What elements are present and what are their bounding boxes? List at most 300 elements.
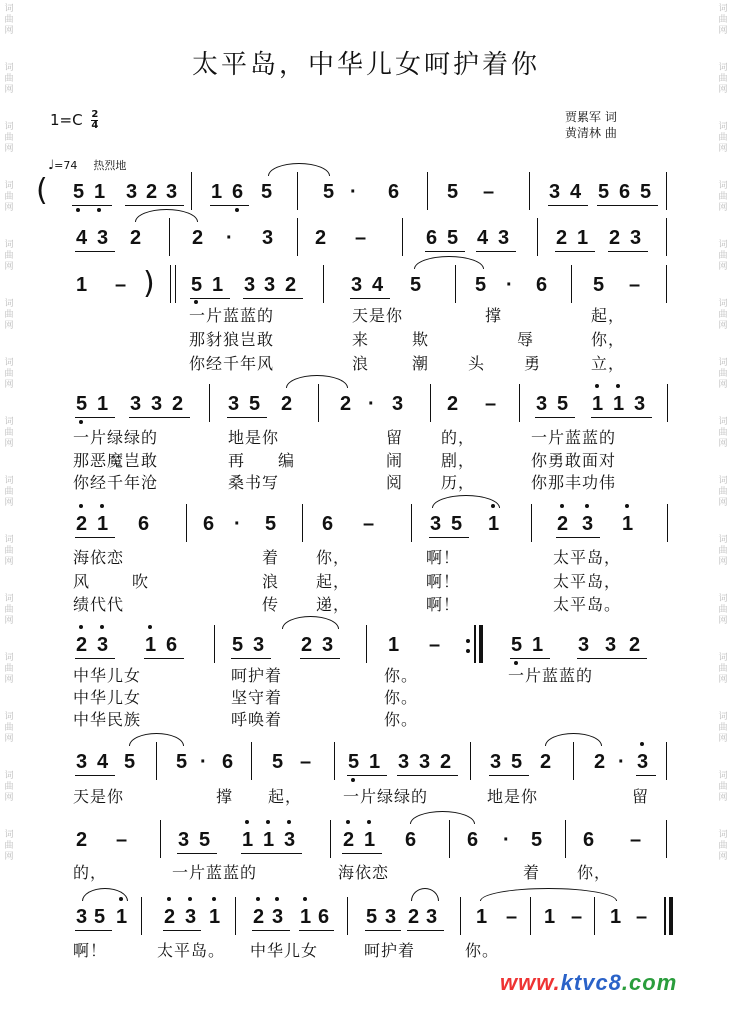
underline-beam xyxy=(429,537,469,538)
tempo-marking xyxy=(48,157,126,173)
lyric-text: 浪 xyxy=(352,354,370,373)
underline-beam xyxy=(299,930,334,931)
note: – xyxy=(363,513,375,535)
lyric-text: 呼唤着 xyxy=(231,710,283,729)
watermark-char: 词 xyxy=(718,63,728,73)
watermark-char: 网 xyxy=(4,262,14,272)
barline xyxy=(214,625,215,663)
note: 3 xyxy=(244,274,256,296)
note: 3 xyxy=(76,906,88,928)
staff-row xyxy=(0,750,732,784)
note: 1 xyxy=(369,751,381,773)
note: 3 xyxy=(578,634,590,656)
barline xyxy=(302,504,303,542)
barline xyxy=(537,218,538,256)
note: 2 xyxy=(164,906,176,928)
lyric-text: 你。 xyxy=(384,666,419,685)
watermark-char: 网 xyxy=(718,321,728,331)
lyric-text: 阅 xyxy=(386,473,404,492)
watermark-char: 词 xyxy=(4,240,14,250)
underline-beam xyxy=(177,853,217,854)
lyric-text: 你那丰功伟 xyxy=(531,473,617,492)
note: – xyxy=(429,634,441,656)
note: 5 xyxy=(265,513,277,535)
barline xyxy=(666,820,667,858)
lyric-line xyxy=(0,685,732,707)
note: · xyxy=(200,751,207,773)
lyric-text: 太平岛。 xyxy=(157,941,226,960)
underline-beam xyxy=(365,930,401,931)
watermark-char: 词 xyxy=(4,358,14,368)
octave-dot-high xyxy=(625,504,629,508)
lyric-line xyxy=(0,663,732,685)
barline xyxy=(449,820,450,858)
note: 3 xyxy=(322,634,334,656)
watermark-char: 网 xyxy=(718,262,728,272)
note: 1 xyxy=(211,181,223,203)
watermark-char: 曲 xyxy=(718,782,728,792)
watermark-char: 词 xyxy=(4,181,14,191)
note: 4 xyxy=(97,751,109,773)
octave-dot-low xyxy=(79,420,83,424)
underline-beam xyxy=(577,658,647,659)
barline xyxy=(297,172,298,210)
octave-dot-high xyxy=(119,897,123,901)
note: 3 xyxy=(582,513,594,535)
note: 5 xyxy=(76,393,88,415)
underline-beam xyxy=(75,775,115,776)
lyric-text: 剧， xyxy=(441,451,476,470)
lyric-text: 太平岛， xyxy=(553,572,622,591)
watermark-char: 词 xyxy=(4,417,14,427)
note: 3 xyxy=(398,751,410,773)
staff-row xyxy=(0,512,732,546)
lyric-text: 撑 xyxy=(485,306,503,325)
watermark-char: 曲 xyxy=(4,841,14,851)
note: 5 xyxy=(323,181,335,203)
note: – xyxy=(506,906,518,928)
watermark-char: 曲 xyxy=(718,15,728,25)
underline-beam xyxy=(555,251,595,252)
octave-dot-high xyxy=(266,820,270,824)
repeat-dot xyxy=(466,639,470,643)
note: 1 xyxy=(622,513,634,535)
octave-dot-high xyxy=(303,897,307,901)
watermark-char: 曲 xyxy=(4,664,14,674)
note: 3 xyxy=(637,751,649,773)
lyric-text: 吹 xyxy=(132,572,150,591)
watermark-char: 网 xyxy=(718,439,728,449)
barline xyxy=(334,742,335,780)
octave-dot-high xyxy=(167,897,171,901)
lyric-text: 你。 xyxy=(384,710,419,729)
watermark-char: 词 xyxy=(4,712,14,722)
lyric-text: 中华儿女 xyxy=(250,941,319,960)
watermark-char: 曲 xyxy=(4,192,14,202)
note: 2 xyxy=(609,227,621,249)
note: 2 xyxy=(301,634,313,656)
watermark-group xyxy=(718,4,727,37)
lyric-text: 辱 xyxy=(517,330,535,349)
watermark-char: 网 xyxy=(718,380,728,390)
watermark-char: 词 xyxy=(718,4,728,14)
tie-arc xyxy=(286,375,348,388)
note: 3 xyxy=(392,393,404,415)
logo-part-name: ktvc8 xyxy=(560,970,622,995)
watermark-char: 网 xyxy=(4,380,14,390)
note: 2 xyxy=(253,906,265,928)
watermark-char: 曲 xyxy=(4,723,14,733)
underline-beam xyxy=(350,298,390,299)
note: 2 xyxy=(408,906,420,928)
lyric-text: 你， xyxy=(577,863,612,882)
note: – xyxy=(485,393,497,415)
underline-beam xyxy=(347,775,387,776)
underline-beam xyxy=(342,853,382,854)
note: 3 xyxy=(262,227,274,249)
octave-dot-high xyxy=(148,625,152,629)
note: 5 xyxy=(366,906,378,928)
note: 6 xyxy=(166,634,178,656)
note: 3 xyxy=(97,634,109,656)
note: 6 xyxy=(318,906,330,928)
watermark-char: 网 xyxy=(718,144,728,154)
lyric-line xyxy=(0,938,732,960)
note: 3 xyxy=(166,181,178,203)
watermark-char: 曲 xyxy=(4,546,14,556)
note: 1 xyxy=(97,513,109,535)
lyric-text: 一片蓝蓝的 xyxy=(172,863,258,882)
lyric-text: 海依恋 xyxy=(73,548,125,567)
lyric-text: 你经千年风 xyxy=(189,354,275,373)
watermark-char: 词 xyxy=(4,299,14,309)
underline-beam xyxy=(210,205,249,206)
watermark-char: 曲 xyxy=(4,15,14,25)
tie-arc xyxy=(432,495,500,508)
note: 6 xyxy=(405,829,417,851)
lyric-text: 你， xyxy=(591,330,626,349)
watermark-char: 词 xyxy=(718,240,728,250)
lyric-text: 你勇敢面对 xyxy=(531,451,617,470)
lyric-text: 啊！ xyxy=(73,941,108,960)
lyric-line xyxy=(0,569,732,591)
note: 1 xyxy=(488,513,500,535)
note: · xyxy=(368,393,375,415)
lyric-text: 呵护着 xyxy=(364,941,416,960)
note: 5 xyxy=(191,274,203,296)
lyric-text: 啊！ xyxy=(426,548,461,567)
octave-dot-high xyxy=(560,504,564,508)
barline xyxy=(156,742,157,780)
watermark-char: 曲 xyxy=(718,841,728,851)
note: 6 xyxy=(536,274,548,296)
octave-dot-low xyxy=(76,208,80,212)
barline xyxy=(175,265,176,303)
staff-row xyxy=(0,266,732,307)
note: 5 xyxy=(640,181,652,203)
note: 5 xyxy=(348,751,360,773)
note: 3 xyxy=(151,393,163,415)
lyric-line xyxy=(0,860,732,882)
note: – xyxy=(629,274,641,296)
note: 5 xyxy=(598,181,610,203)
octave-dot-high xyxy=(256,897,260,901)
watermark-char: 网 xyxy=(718,852,728,862)
barline xyxy=(666,172,667,210)
note: 2 xyxy=(315,227,327,249)
barline xyxy=(209,384,210,422)
note: 5 xyxy=(447,181,459,203)
note: 1 xyxy=(145,634,157,656)
note: 2 xyxy=(343,829,355,851)
lyric-line xyxy=(0,470,732,492)
key-signature xyxy=(50,110,98,131)
note: 5 xyxy=(249,393,261,415)
note: 5 xyxy=(176,751,188,773)
underline-beam xyxy=(597,205,658,206)
watermark-char: 曲 xyxy=(718,251,728,261)
watermark-char: 网 xyxy=(4,26,14,36)
tempo-bpm: =74 xyxy=(54,159,78,172)
note: 3 xyxy=(430,513,442,535)
note: 6 xyxy=(138,513,150,535)
watermark-char: 词 xyxy=(718,712,728,722)
watermark-char: 词 xyxy=(4,476,14,486)
note: 3 xyxy=(185,906,197,928)
watermark-char: 网 xyxy=(718,675,728,685)
watermark-char: 词 xyxy=(718,417,728,427)
lyric-text: 那豺狼岂敢 xyxy=(189,330,275,349)
note: 3 xyxy=(419,751,431,773)
watermark-char: 网 xyxy=(718,793,728,803)
note: 1 xyxy=(94,181,106,203)
lyric-text: 中华民族 xyxy=(73,710,142,729)
underline-beam xyxy=(476,251,516,252)
note: 2 xyxy=(76,829,88,851)
note: 1 xyxy=(300,906,312,928)
octave-dot-high xyxy=(245,820,249,824)
octave-dot-high xyxy=(100,504,104,508)
barline xyxy=(666,218,667,256)
lyric-text: 起， xyxy=(268,787,303,806)
lyric-text: 太平岛， xyxy=(553,548,622,567)
note: 5 xyxy=(511,751,523,773)
watermark-group xyxy=(4,122,13,155)
octave-dot-high xyxy=(79,504,83,508)
watermark-char: 网 xyxy=(4,793,14,803)
note: 1 xyxy=(610,906,622,928)
note: 6 xyxy=(322,513,334,535)
note: · xyxy=(234,513,241,535)
lyric-text: 啊！ xyxy=(426,595,461,614)
watermark-char: 网 xyxy=(4,675,14,685)
note: 1 xyxy=(97,393,109,415)
lyric-text: 坚守着 xyxy=(231,688,283,707)
octave-dot-high xyxy=(640,742,644,746)
lyric-text: 你。 xyxy=(465,941,500,960)
watermark-group xyxy=(718,122,727,155)
watermark-char: 曲 xyxy=(718,546,728,556)
note: 6 xyxy=(467,829,479,851)
note: 3 xyxy=(272,906,284,928)
note: 3 xyxy=(426,906,438,928)
watermark-char: 曲 xyxy=(4,133,14,143)
barline xyxy=(411,504,412,542)
note: 4 xyxy=(372,274,384,296)
octave-dot-low xyxy=(351,778,355,782)
note: 3 xyxy=(385,906,397,928)
repeat-barline xyxy=(474,625,483,663)
underline-beam xyxy=(75,930,112,931)
note: – xyxy=(115,274,127,296)
note: 2 xyxy=(556,227,568,249)
staff-row xyxy=(0,828,732,862)
watermark-char: 曲 xyxy=(4,310,14,320)
lyric-line xyxy=(0,448,732,470)
lyric-text: 那恶魔岂敢 xyxy=(73,451,159,470)
watermark-char: 曲 xyxy=(4,487,14,497)
note: 2 xyxy=(557,513,569,535)
note: – xyxy=(630,829,642,851)
octave-dot-low xyxy=(97,208,101,212)
lyric-text: 地是你 xyxy=(228,428,280,447)
watermark-char: 曲 xyxy=(4,74,14,84)
lyric-line xyxy=(0,303,732,325)
underline-beam xyxy=(72,205,112,206)
note: · xyxy=(618,751,625,773)
note: · xyxy=(226,227,233,249)
note: 1 xyxy=(544,906,556,928)
watermark-char: 词 xyxy=(4,122,14,132)
barline xyxy=(573,742,574,780)
lyric-text: 中华儿女 xyxy=(73,688,142,707)
note: 6 xyxy=(232,181,244,203)
watermark-char: 词 xyxy=(718,476,728,486)
barline xyxy=(455,265,456,303)
watermark-char: 词 xyxy=(718,299,728,309)
logo-part-www: www. xyxy=(500,970,561,995)
lyric-text: 欺 xyxy=(412,330,430,349)
note: – xyxy=(355,227,367,249)
watermark-char: 词 xyxy=(718,771,728,781)
lyric-text: 一片绿绿的 xyxy=(73,428,159,447)
lyric-line xyxy=(0,707,732,729)
underline-beam xyxy=(75,658,115,659)
underline-beam xyxy=(591,417,652,418)
barline xyxy=(571,265,572,303)
underline-beam xyxy=(556,537,600,538)
note: 5 xyxy=(447,227,459,249)
lyric-text: 桑书写 xyxy=(228,473,280,492)
note: – xyxy=(116,829,128,851)
song-title: 太平岛，中华儿女呵护着你 xyxy=(191,50,540,80)
barline xyxy=(160,820,161,858)
watermark-char: 曲 xyxy=(4,369,14,379)
watermark-char: 曲 xyxy=(4,428,14,438)
site-logo[interactable] xyxy=(500,970,677,996)
barline xyxy=(330,820,331,858)
repeat-parenthesis: ( xyxy=(36,173,48,208)
note: 1 xyxy=(577,227,589,249)
note: 5 xyxy=(272,751,284,773)
barline xyxy=(186,504,187,542)
note: 5 xyxy=(124,751,136,773)
tie-arc xyxy=(411,888,439,901)
octave-dot-high xyxy=(367,820,371,824)
underline-beam xyxy=(489,775,529,776)
barline xyxy=(530,897,531,935)
lyricist-credit: 贾累军 词 xyxy=(565,110,617,124)
note: 5 xyxy=(232,634,244,656)
barline xyxy=(323,265,324,303)
lyric-text: 立， xyxy=(591,354,626,373)
note: 5 xyxy=(557,393,569,415)
underline-beam xyxy=(129,417,190,418)
octave-dot-high xyxy=(595,384,599,388)
note: 2 xyxy=(281,393,293,415)
octave-dot-high xyxy=(188,897,192,901)
barline xyxy=(170,265,171,303)
tie-arc xyxy=(410,811,475,824)
lyric-text: 一片蓝蓝的 xyxy=(531,428,617,447)
logo-part-com: .com xyxy=(621,970,678,995)
note: 5 xyxy=(511,634,523,656)
lyric-text: 你经千年沧 xyxy=(73,473,159,492)
tie-arc xyxy=(268,163,330,176)
tie-arc xyxy=(282,616,339,629)
lyric-text: 太平岛。 xyxy=(553,595,622,614)
note: 3 xyxy=(351,274,363,296)
note: 1 xyxy=(76,274,88,296)
underline-beam xyxy=(231,658,271,659)
note: 3 xyxy=(228,393,240,415)
note: 3 xyxy=(490,751,502,773)
note: 6 xyxy=(583,829,595,851)
lyric-text: 一片蓝蓝的 xyxy=(189,306,275,325)
staff-row xyxy=(0,173,732,214)
watermark-char: 词 xyxy=(718,594,728,604)
tie-arc xyxy=(545,733,602,746)
octave-dot-low xyxy=(235,208,239,212)
barline xyxy=(427,172,428,210)
barline xyxy=(470,742,471,780)
watermark-char: 网 xyxy=(4,321,14,331)
underline-beam xyxy=(548,205,588,206)
barline xyxy=(235,897,236,935)
lyric-text: 编 xyxy=(278,451,296,470)
staff-row xyxy=(0,392,732,426)
lyric-text: 潮 xyxy=(412,354,430,373)
note: 5 xyxy=(410,274,422,296)
lyric-text: 浪 xyxy=(262,572,280,591)
key-label: 1=C xyxy=(50,111,83,129)
lyric-text: 递， xyxy=(316,595,351,614)
final-barline xyxy=(664,897,673,935)
note: · xyxy=(503,829,510,851)
underline-beam xyxy=(608,251,648,252)
quarter-note-icon: ♩ xyxy=(48,158,55,173)
note: 2 xyxy=(192,227,204,249)
underline-beam xyxy=(397,775,458,776)
note: 1 xyxy=(388,634,400,656)
note: – xyxy=(571,906,583,928)
note: 2 xyxy=(540,751,552,773)
note: 2 xyxy=(447,393,459,415)
time-signature xyxy=(91,110,98,131)
note: 1 xyxy=(592,393,604,415)
credits xyxy=(565,109,617,141)
time-numerator: 2 xyxy=(91,109,99,120)
